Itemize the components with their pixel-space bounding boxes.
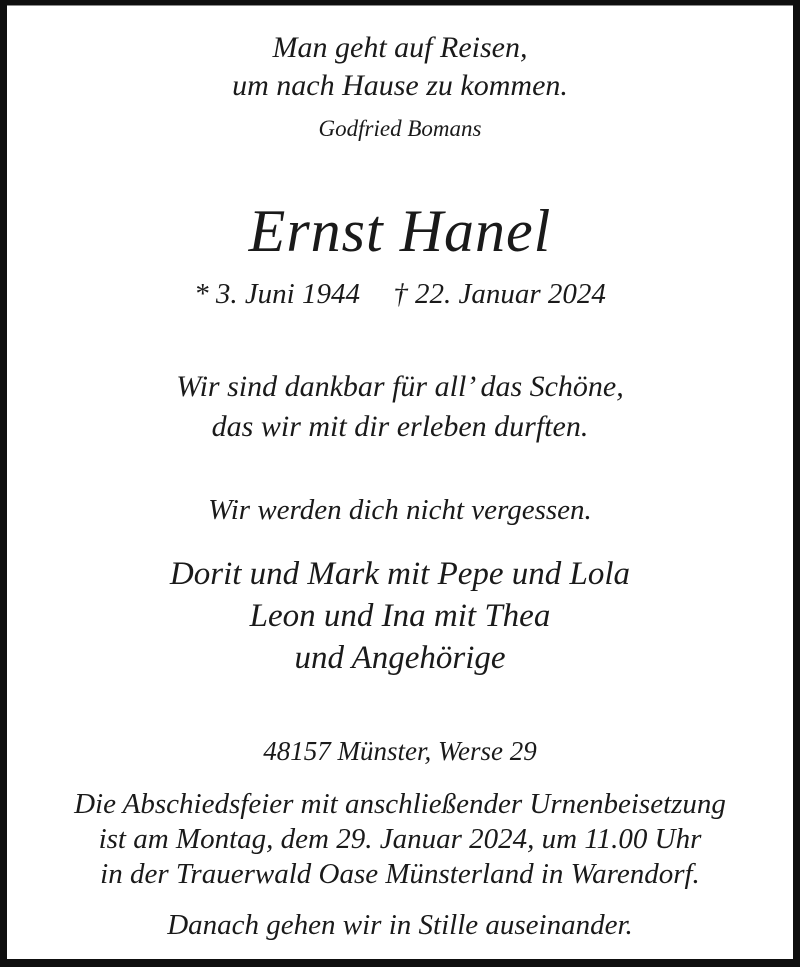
gratitude-line-2: das wir mit dir erleben durften.	[211, 410, 589, 443]
birth-date: * 3. Juni 1944	[194, 278, 360, 310]
remembrance-text: Wir werden dich nicht vergessen.	[208, 494, 592, 526]
closing-text: Danach gehen wir in Stille auseinander.	[167, 909, 633, 941]
quote-line-1: Man geht auf Reisen,	[272, 31, 528, 64]
quote-line-2: um nach Hause zu kommen.	[232, 69, 568, 102]
gratitude-line-1: Wir sind dankbar für all’ das Schöne,	[176, 370, 624, 403]
obituary-sheet	[7, 5, 793, 959]
deceased-name: Ernst Hanel	[248, 198, 552, 264]
opening-quote	[7, 29, 793, 105]
ceremony-details	[7, 787, 793, 892]
ceremony-line-1: Die Abschiedsfeier mit anschließender Urnenbeisetzung	[74, 788, 726, 820]
mourners-list	[7, 553, 793, 679]
life-dates	[7, 277, 793, 311]
ceremony-line-2: ist am Montag, dem 29. Januar 2024, um 11.00 Uhr	[98, 823, 702, 855]
gratitude-text	[7, 367, 793, 447]
mourners-line-2: Leon und Ina mit Thea	[249, 598, 551, 634]
ceremony-line-3: in der Trauerwald Oase Münsterland in Warendorf.	[100, 858, 700, 890]
quote-attribution: Godfried Bomans	[318, 116, 482, 141]
mourners-line-3: und Angehörige	[294, 640, 506, 676]
address-line: 48157 Münster, Werse 29	[263, 736, 537, 766]
mourners-line-1: Dorit und Mark mit Pepe und Lola	[169, 556, 631, 592]
death-date: † 22. Januar 2024	[393, 278, 606, 310]
